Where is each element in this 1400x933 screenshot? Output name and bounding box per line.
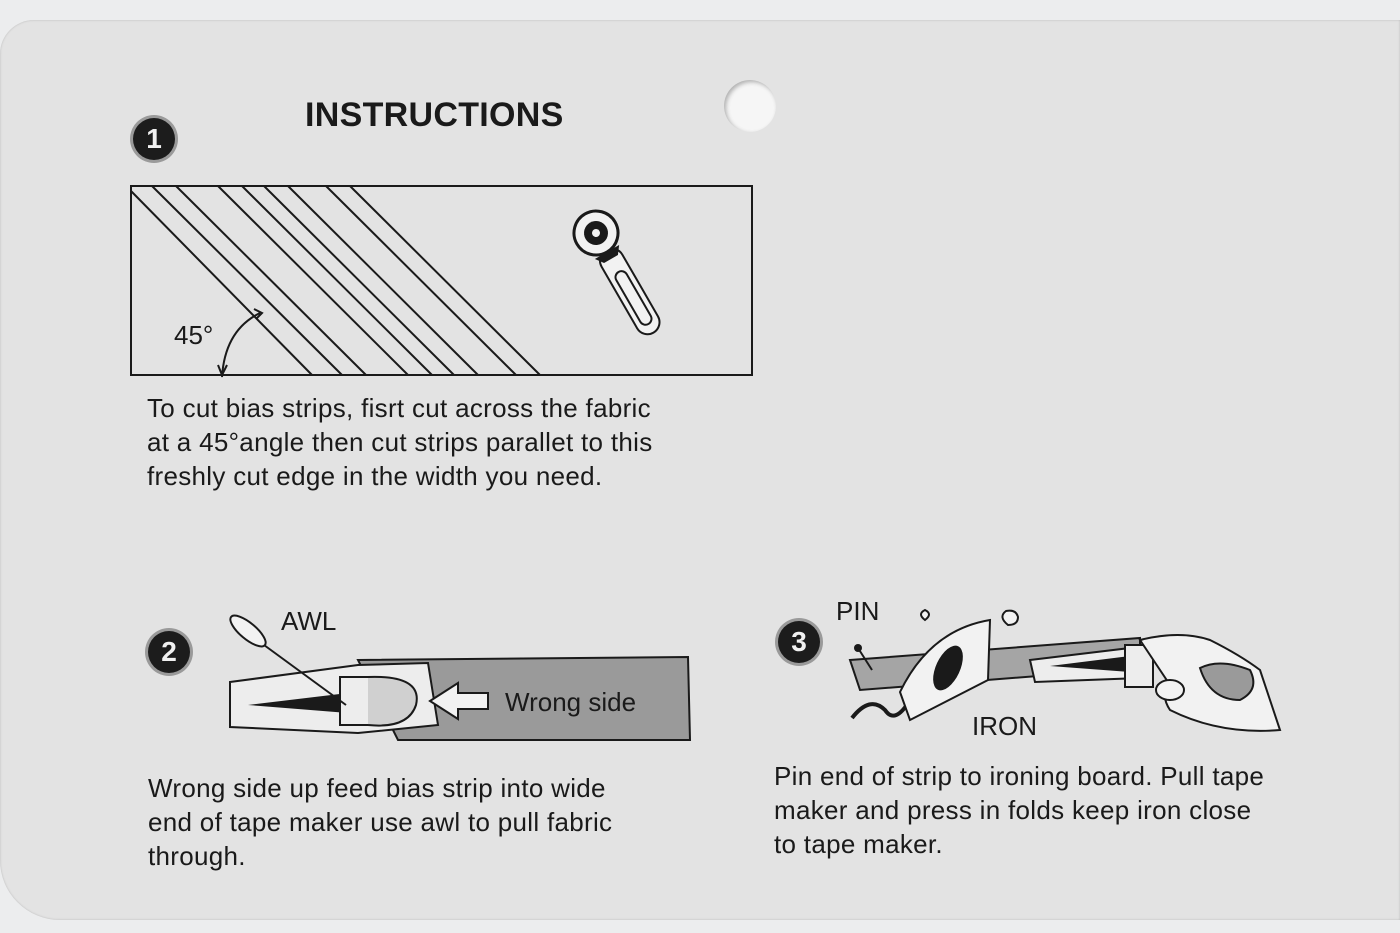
wrong-side-label: Wrong side — [505, 687, 637, 717]
step-1-illustration — [130, 185, 755, 377]
step-3-illustration — [840, 600, 1290, 745]
pin-label: PIN — [836, 596, 880, 626]
hang-hole — [724, 80, 776, 132]
page-title: INSTRUCTIONS — [305, 96, 564, 134]
iron-icon — [900, 620, 990, 720]
step-2-text: Wrong side up feed bias strip into wide end of tape maker use awl to pull fabric through. — [148, 773, 613, 871]
step-3-number: 3 — [778, 621, 820, 663]
awl-label: AWL — [281, 606, 337, 636]
step-3-text: Pin end of strip to ironing board. Pull tape maker and press in folds keep iron close to tape maker. — [774, 761, 1265, 859]
step-1-text: To cut bias strips, fisrt cut across the fabric at a 45°angle then cut strips parallet to this freshly cut edge in the width you need. — [147, 393, 653, 491]
angle-label: 45° — [174, 320, 214, 350]
steam-icon — [921, 610, 1018, 625]
step-1-number: 1 — [133, 118, 175, 160]
step-2-number: 2 — [148, 631, 190, 673]
iron-label: IRON — [972, 711, 1037, 741]
hand-icon — [1140, 635, 1280, 731]
